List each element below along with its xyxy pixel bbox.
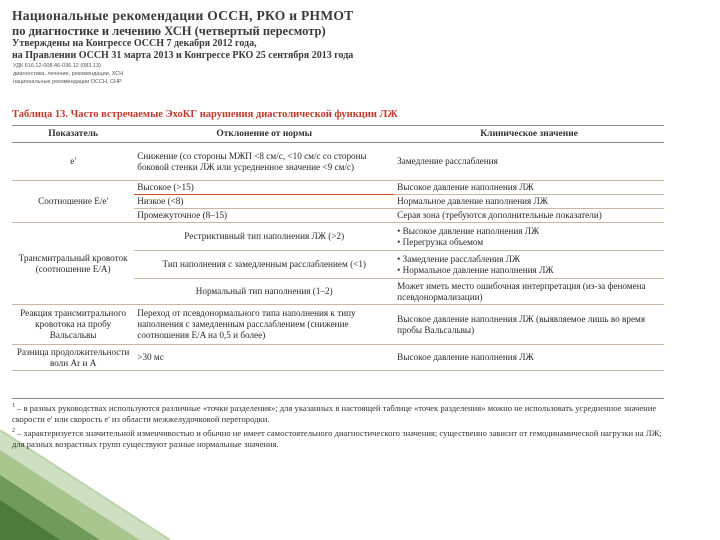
meaning-bullet: • Высокое давление наполнения ЛЖ xyxy=(397,226,661,237)
echo-table xyxy=(12,125,664,371)
meaning-bullet: • Перегрузка объемом xyxy=(397,237,661,248)
deviation-cell: Промежуточное (8–15) xyxy=(134,209,394,223)
header-udc: УДК 616.12-008.46-036.12 (083.13) xyxy=(13,63,101,69)
meaning-bullet: • Нормальное давление наполнения ЛЖ xyxy=(397,265,661,276)
header-keywords: диагностика, лечение, рекомендации, ХСН xyxy=(13,71,124,77)
column-header: Показатель xyxy=(12,126,134,143)
header-title: Национальные рекомендации ОССН, РКО и РНМОТ xyxy=(12,8,354,23)
column-header: Отклонение от нормы xyxy=(134,126,394,143)
table-caption: Таблица 13. Часто встречаемые ЭхоКГ нарушения диастолической функции ЛЖ xyxy=(12,109,398,120)
footnote-1-text: – в разных руководствах используются различные «точки разделения»; для указанных в настоящей таблице «точек разделения» можно не использовать усредненное значение скорости е' или скорость е' из области межжелудочковой перегородки. xyxy=(12,402,657,424)
footnote-2-text: – характеризуется значительной изменчивостью и обычно не имеет самостоятельного диагностического значения; существенно зависит от гемодинамической нагрузки на ЛЖ; для разных возрастных групп существуют разные нормальные значения. xyxy=(12,427,662,449)
meaning-cell: Может иметь место ошибочная интерпретация (из-за феномена псевдонормализации) xyxy=(394,279,664,305)
meaning-cell xyxy=(394,251,664,279)
table-row xyxy=(12,181,664,195)
table-row xyxy=(12,305,664,345)
deviation-cell: Переход от псевдонормального типа наполнения к типу наполнения с замедленным расслаблением (снижение соотношения E/A на 0,5 и более) xyxy=(134,305,394,345)
meaning-cell: Серая зона (требуются дополнительные показатели) xyxy=(394,209,664,223)
document-header xyxy=(12,8,652,86)
meaning-cell xyxy=(394,223,664,251)
meaning-cell: Высокое давление наполнения ЛЖ (выявляемое лишь во время пробы Вальсальвы) xyxy=(394,305,664,345)
deviation-cell: Снижение (со стороны МЖП <8 см/с, <10 см/с со стороны боковой стенки ЛЖ или усредненное значение <9 см/с) xyxy=(134,143,394,181)
meaning-cell: Нормальное давление наполнения ЛЖ xyxy=(394,195,664,209)
table-row xyxy=(12,143,664,181)
param-cell: Разница продолжительности волн Ar и A xyxy=(12,345,134,371)
table-footnotes xyxy=(12,398,664,451)
meaning-cell: Высокое давление наполнения ЛЖ xyxy=(394,345,664,371)
footnote-1: $^1$ – в разных руководствах используются различные «точки разделения»; для указанных в настоящей таблице «точек разделения» можно не использовать усредненное значение скорости е' или скорость е' из области межжелудочковой перегородки. xyxy=(12,402,657,424)
header-approval-2: на Правлении ОССН 31 марта 2013 и Конгрессе РКО 25 сентября 2013 года xyxy=(12,50,354,61)
meaning-bullet: • Замедление расслабления ЛЖ xyxy=(397,254,661,265)
deviation-cell: Тип наполнения с замедленным расслаблением (<1) xyxy=(134,251,394,279)
table-header-row xyxy=(12,126,664,143)
meaning-cell: Замедление расслабления xyxy=(394,143,664,181)
param-cell: Реакция трансмитрального кровотока на пробу Вальсальвы xyxy=(12,305,134,345)
footnote-2: $^2$ – характеризуется значительной изменчивостью и обычно не имеет самостоятельного диагностического значения; существенно зависит от гемодинамической нагрузки на ЛЖ; для разных возрастных групп существуют разные нормальные значения. xyxy=(12,427,662,449)
header-approval-1: Утверждены на Конгрессе ОССН 7 декабря 2012 года, xyxy=(12,38,257,49)
deviation-cell: Низкое (<8) xyxy=(134,195,394,209)
header-subtitle: по диагностике и лечению ХСН (четвертый пересмотр) xyxy=(12,24,326,38)
deviation-cell: Рестриктивный тип наполнения ЛЖ (>2) xyxy=(134,223,394,251)
deviation-cell: >30 мс xyxy=(134,345,394,371)
param-cell: Соотношение E/e' xyxy=(12,181,134,223)
table-row xyxy=(12,345,664,371)
deviation-cell: Высокое (>15) xyxy=(134,181,394,195)
meaning-cell: Высокое давление наполнения ЛЖ xyxy=(394,181,664,195)
table-row xyxy=(12,223,664,251)
param-cell: e' xyxy=(12,143,134,181)
deviation-cell: Нормальный тип наполнения (1–2) xyxy=(134,279,394,305)
column-header: Клиническое значение xyxy=(394,126,664,143)
header-source: национальные рекомендации ОССН, СНР xyxy=(13,79,122,85)
param-cell: Трансмитральный кровоток (соотношение E/A) xyxy=(12,223,134,305)
